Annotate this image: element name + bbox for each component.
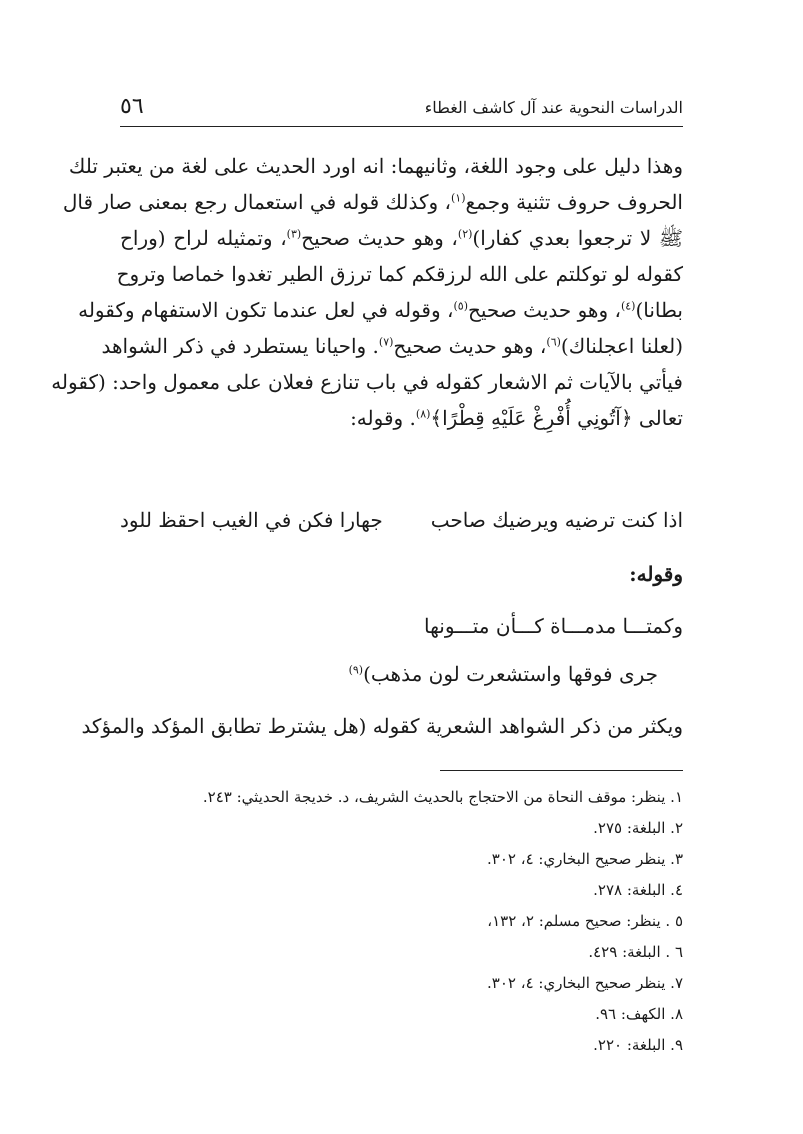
- body-line-8: تعالى ﴿آتُونِي أُفْرِغْ عَلَيْهِ قِطْرًا﴾$^{(٨)}$. وقوله:: [350, 406, 683, 430]
- footnote-separator: [440, 770, 683, 771]
- header-rule: [120, 126, 683, 127]
- body-last-line: ويكثر من ذكر الشواهد الشعرية كقوله (هل يشترط تطابق المؤكد والمؤكد: [81, 714, 683, 738]
- body-line-2: الحروف حروف تثنية وجمع$^{(١)}$، وكذلك قوله في استعمال رجع بمعنى صار قال: [62, 190, 683, 214]
- running-title: الدراسات النحوية عند آل كاشف الغطاء: [424, 98, 683, 117]
- body-line-3: ﷺ لا ترجعوا بعدي كفارا)$^{(٢)}$، وهو حديث صحيح$^{(٣)}$، وتمثيله لراح (وراح: [120, 226, 684, 250]
- footnote-ref-7: (٧): [378, 335, 394, 349]
- footnote-6: ٦ . البلغة: ٤٢٩.: [588, 943, 683, 961]
- footnote-9: ٩. البلغة: ٢٢٠.: [593, 1036, 683, 1054]
- body-line-6: (لعلنا اعجلناك)$^{(٦)}$، وهو حديث صحيح$^{(٧)}$. واحيانا يستطرد في ذكر الشواهد: [101, 334, 683, 358]
- footnote-ref-2: (٢): [457, 227, 473, 241]
- footnote-ref-5: (٥): [453, 299, 468, 313]
- body-line-7: فيأتي بالآيات ثم الاشعار كقوله في باب تنازع فعلان على معمول واحد: (كقوله: [51, 370, 683, 394]
- quran-citation: تعالى ﴿آتُونِي أُفْرِغْ عَلَيْهِ قِطْرًا﴾: [430, 406, 683, 430]
- footnote-3: ٣. ينظر صحيح البخاري: ٤، ٣٠٢.: [487, 850, 683, 868]
- footnote-ref-8: (٨): [415, 407, 431, 421]
- page-header: [120, 92, 683, 128]
- footnote-ref-4: (٤): [620, 299, 636, 313]
- body-line-5: بطانا)$^{(٤)}$، وهو حديث صحيح$^{(٥)}$، وقوله في لعل عندما تكون الاستفهام وكقوله: [78, 298, 683, 322]
- footnote-7: ٧. ينظر صحيح البخاري: ٤، ٣٠٢.: [487, 974, 683, 992]
- footnote-1: ١. ينظر: موقف النحاة من الاحتجاج بالحديث الشريف، د. خديجة الحديثي: ٢٤٣.: [202, 788, 683, 806]
- footnote-ref-6: (٦): [546, 335, 561, 349]
- footnote-4: ٤. البلغة: ٢٧٨.: [593, 881, 683, 899]
- footnote-ref-9: (٩): [348, 663, 364, 677]
- verse-1-left-hemistich: جهارا فكن في الغيب احقظ للود: [120, 508, 383, 532]
- verse-1-right-hemistich: اذا كنت ترضيه ويرضيك صاحب: [430, 508, 683, 532]
- verse-2-line-1: وكمتـــا مدمـــاة كـــأن متـــونها: [423, 614, 683, 638]
- footnote-ref-3: (٣): [286, 227, 302, 241]
- body-line-4: كقوله لو توكلتم على الله لرزقكم كما ترزق الطير تغدوا خماصا وتروح: [116, 262, 683, 286]
- body-line-1: وهذا دليل على وجود اللغة، وثانيهما: انه اورد الحديث على لغة من يعتبر تلك: [68, 154, 683, 178]
- footnote-8: ٨. الكهف: ٩٦.: [595, 1005, 683, 1023]
- footnote-2: ٢. البلغة: ٢٧٥.: [593, 819, 683, 837]
- footnote-ref-1: (١): [451, 191, 466, 205]
- label-qawluhu: وقوله:: [629, 562, 683, 586]
- verse-2-line-2: جرى فوقها واستشعرت لون مذهب)$^{(٩)}$: [348, 662, 658, 686]
- page-number: ٥٦: [120, 94, 144, 119]
- footnote-5: ٥ . ينظر: صحيح مسلم: ٢، ١٣٢،: [487, 912, 683, 930]
